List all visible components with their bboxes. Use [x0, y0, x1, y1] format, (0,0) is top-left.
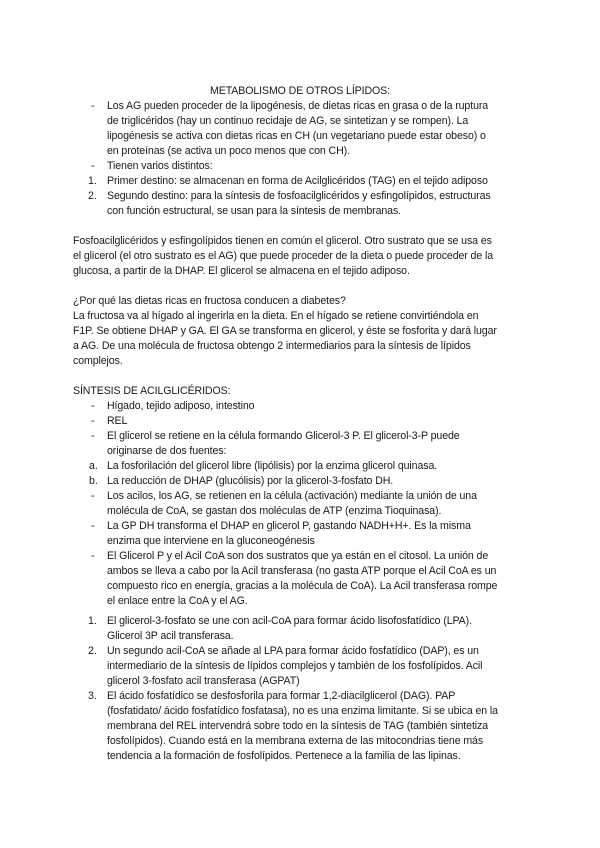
text-line: el enlace entre la CoA y el AG. [107, 595, 248, 607]
question-heading: ¿Por qué las dietas ricas en fructosa conducen a diabetes? [73, 295, 346, 307]
page-title: METABOLISMO DE OTROS LÍPIDOS: [210, 85, 390, 97]
text-line: La reducción de DHAP (glucólisis) por la glicerol-3-fosfato DH. [107, 475, 394, 487]
text-line: lipogénesis se activa con dietas ricas en CH (un vegetariano puede estar obeso) o [107, 130, 486, 142]
list-marker: 3. [88, 690, 97, 702]
text-line: Tienen varios distintos: [107, 160, 213, 172]
text-line: La GP DH transforma el DHAP en glicerol P, gastando NADH+H+. Es la misma [107, 520, 471, 532]
text-line: el glicerol (el otro sustrato es el AG) que puede proceder de la dieta o puede proceder de la [73, 250, 494, 262]
text-line: intermediario de la síntesis de lípidos complejos y también de los fosfolípidos. Acil [107, 660, 483, 672]
text-line: con función estructural, se usan para la síntesis de membranas. [107, 205, 402, 217]
list-marker: 2. [88, 190, 97, 202]
text-line: (fosfatidato/ ácido fosfatídico fosfatasa), no es una enzima limitante. Si se ubica en la [107, 705, 498, 717]
list-marker: 1. [88, 615, 97, 627]
list-marker: 1. [88, 175, 97, 187]
text-line: El ácido fosfatídico se desfosforila para formar 1,2-diacilglicerol (DAG). PAP [107, 690, 456, 702]
bullet-dash: - [91, 160, 95, 172]
text-line: El Glicerol P y el Acil CoA son dos sustratos que ya están en el citosol. La unión de [107, 550, 489, 562]
text-line: La fructosa va al hígado al ingerirla en la dieta. En el hígado se retiene convirtiéndola en [73, 310, 479, 322]
bullet-dash: - [91, 100, 95, 112]
text-line: a AG. De una molécula de fructosa obtengo 2 intermediarios para la síntesis de lípidos [73, 340, 471, 352]
text-line: Segundo destino: para la síntesis de fosfoacilglicéridos y esfingolípidos, estructuras [107, 190, 491, 202]
bullet-dash: - [91, 550, 95, 562]
text-line: Fosfoacilglicéridos y esfingolípidos tienen en común el glicerol. Otro sustrato que se usa es [73, 235, 492, 247]
text-line: La fosforilación del glicerol libre (lipólisis) por la enzima glicerol quinasa. [107, 460, 438, 472]
text-line: compuesto rico en energía, gracias a la molécula de CoA). La Acil transferasa rompe [107, 580, 498, 592]
text-line: Hígado, tejido adiposo, intestino [107, 400, 255, 412]
section-heading: SÍNTESIS DE ACILGLICÉRIDOS: [73, 385, 231, 397]
text-line: Los acilos, los AG, se retienen en la célula (activación) mediante la unión de una [107, 490, 477, 502]
list-marker: a. [89, 460, 98, 472]
text-line: glicerol 3-fosfato acil transferasa (AGPAT) [107, 675, 300, 687]
text-line: F1P. Se obtiene DHAP y GA. El GA se transforma en glicerol, y éste se fosforita y dará lugar [73, 325, 497, 337]
bullet-dash: - [91, 490, 95, 502]
bullet-dash: - [91, 400, 95, 412]
text-line: ambos se lleva a cabo por la Acil transferasa (no gasta ATP porque el Acil CoA es un [107, 565, 497, 577]
list-marker: b. [89, 475, 98, 487]
text-line: originarse de dos fuentes: [107, 445, 227, 457]
text-line: El glicerol-3-fosfato se une con acil-CoA para formar ácido lisofosfatídico (LPA). [107, 615, 472, 627]
text-line: Los AG pueden proceder de la lipogénesis, de dietas ricas en grasa o de la ruptura [107, 100, 489, 112]
text-line: glucosa, a partir de la DHAP. El glicerol se almacena en el tejido adiposo. [73, 265, 410, 277]
text-line: enzima que interviene en la gluconeogénesis [107, 535, 315, 547]
text-line: de triglicéridos (hay un continuo recidaje de AG, se sintetizan y se rompen). La [107, 115, 469, 127]
text-line: molécula de CoA, se gastan dos moléculas de ATP (enzima Tioquinasa). [107, 505, 442, 517]
text-line: Un segundo acil-CoA se añade al LPA para formar ácido fosfatídico (DAP), es un [107, 645, 479, 657]
text-line: Primer destino: se almacenan en forma de Acilglicéridos (TAG) en el tejido adiposo [107, 175, 488, 187]
text-line: membrana del REL intervendrá sobre todo en la síntesis de TAG (también sintetiza [107, 720, 489, 732]
bullet-dash: - [91, 430, 95, 442]
text-line: Glicerol 3P acil transferasa. [107, 630, 234, 642]
text-line: complejos. [73, 355, 123, 367]
text-line: REL [107, 415, 128, 427]
text-line: en proteínas (se activa un poco menos que con CH). [107, 145, 350, 157]
list-marker: 2. [88, 645, 97, 657]
text-line: tendencia a la formación de fosfolípidos. Pertenece a la familia de las lipinas. [107, 750, 461, 762]
bullet-dash: - [91, 415, 95, 427]
text-line: El glicerol se retiene en la célula formando Glicerol-3 P. El glicerol-3-P puede [107, 430, 460, 442]
bullet-dash: - [91, 520, 95, 532]
text-line: fosfolípidos). Cuando está en la membrana externa de las mitocondrias tiene más [107, 735, 484, 747]
